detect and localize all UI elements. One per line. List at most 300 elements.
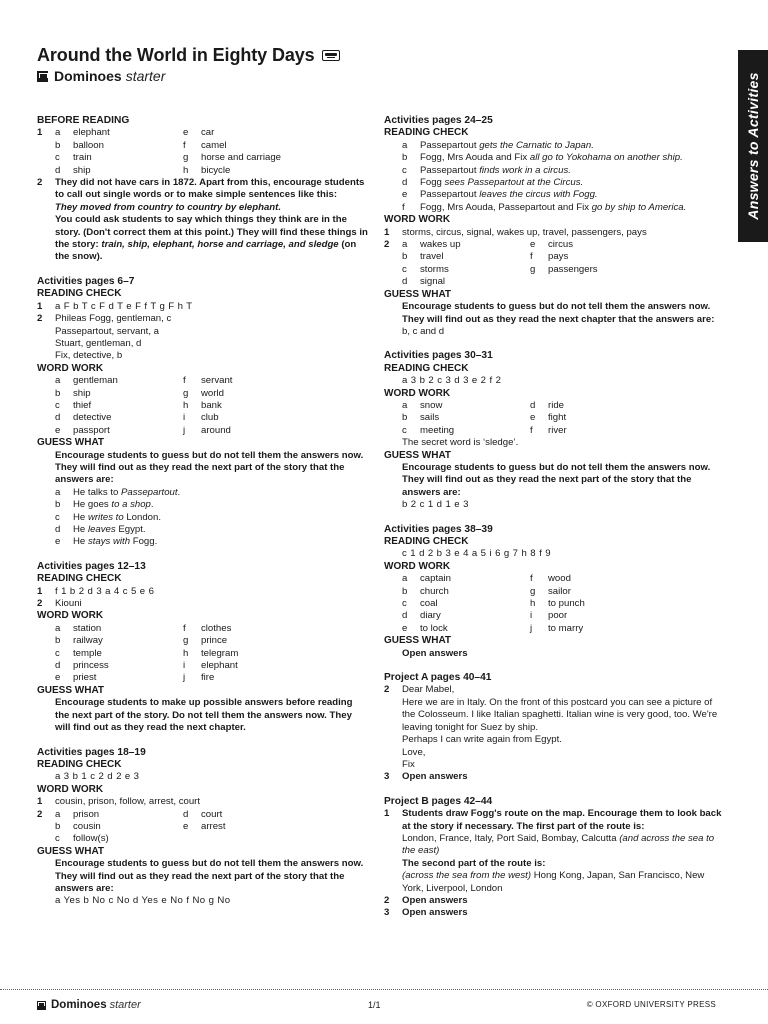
guess-item bbox=[37, 512, 369, 524]
section-heading-project-a: Project A pages 40–41 bbox=[384, 672, 492, 684]
series-line bbox=[37, 67, 737, 85]
route-2-text: Hong Kong, Japan, San Francisco, New York, Liverpool, London bbox=[402, 870, 705, 894]
guess-what-text: Encourage students to guess but do not tell them the answers now. They will find out as they read the next part of the story that the answers are: bbox=[402, 461, 711, 498]
option-letter: d bbox=[55, 660, 61, 672]
option-letter: h bbox=[183, 647, 189, 659]
p6-rc1 bbox=[37, 301, 369, 313]
option-row bbox=[384, 586, 724, 598]
q2-end: (on the snow). bbox=[55, 239, 357, 263]
reading-check-item bbox=[384, 202, 724, 214]
guess-plain: He bbox=[73, 536, 88, 548]
option-word: sailor bbox=[548, 585, 571, 597]
guess-what-heading: GUESS WHAT bbox=[384, 288, 452, 300]
option-word: horse and carriage bbox=[201, 152, 281, 164]
rc-text bbox=[420, 202, 686, 214]
option-word: club bbox=[201, 412, 219, 424]
section-heading-before-reading: BEFORE READING bbox=[37, 115, 130, 126]
cassette-icon bbox=[322, 50, 340, 61]
before-reading-q2 bbox=[37, 177, 369, 264]
option-row bbox=[384, 425, 724, 437]
option-letter: b bbox=[55, 635, 61, 647]
reading-check-item bbox=[384, 152, 724, 164]
rc-italic: finds work in a circus. bbox=[479, 164, 571, 176]
p24-word-work-grid bbox=[402, 239, 724, 289]
reading-check-heading: READING CHECK bbox=[384, 536, 469, 547]
option-letter: a bbox=[55, 375, 61, 387]
option-word: wakes up bbox=[420, 239, 461, 251]
project-a-3 bbox=[384, 771, 724, 783]
q2-more: You could ask students to say which things they think are in the story. (Don't correct them at this point.) They will find these things in the story: bbox=[55, 214, 368, 251]
option-word: to lock bbox=[420, 622, 448, 634]
p24-ww2 bbox=[384, 239, 724, 289]
option-word: diary bbox=[420, 610, 441, 622]
option-letter: a bbox=[402, 573, 408, 585]
option-row bbox=[384, 400, 724, 412]
page-number: 1/1 bbox=[368, 1000, 381, 1010]
option-row bbox=[55, 140, 369, 152]
option-word bbox=[548, 276, 724, 288]
option-letter: f bbox=[183, 139, 186, 151]
p38-word-work-grid bbox=[384, 573, 724, 635]
option-word: camel bbox=[201, 139, 227, 151]
option-letter: d bbox=[402, 177, 408, 189]
section-heading-pages-38-39: Activities pages 38–39 bbox=[384, 523, 493, 535]
route-1-note: (and across the sea to the east) bbox=[402, 832, 715, 857]
option-letter: a bbox=[402, 399, 408, 411]
side-tab bbox=[738, 50, 768, 242]
option-letter: e bbox=[55, 672, 61, 684]
option-word: to marry bbox=[548, 622, 584, 634]
project-b-instructions: Students draw Fogg's route on the map. Encourage them to look back at the story if necessary. The first part of the route is: bbox=[402, 808, 722, 832]
guess-what-answers: b 2 c 1 d 1 e 3 bbox=[402, 499, 469, 511]
question-number: 2 bbox=[37, 313, 43, 325]
option-word: ship bbox=[73, 164, 91, 176]
guess-what-answers: b, c and d bbox=[402, 325, 445, 337]
option-letter: e bbox=[55, 536, 61, 548]
option-word: circus bbox=[548, 239, 574, 251]
question-number: 2 bbox=[384, 684, 390, 696]
option-letter: a bbox=[55, 808, 61, 820]
option-word: wood bbox=[548, 573, 571, 585]
option-row bbox=[37, 672, 369, 684]
answer-codes: c 1 d 2 b 3 e 4 a 5 i 6 g 7 h 8 f 9 bbox=[402, 548, 551, 560]
option-row bbox=[37, 648, 369, 660]
option-word: balloon bbox=[73, 139, 104, 151]
option-letter: e bbox=[183, 127, 189, 139]
option-letter: f bbox=[183, 622, 186, 634]
guess-end: . bbox=[150, 499, 154, 511]
letter-line: Fix bbox=[402, 758, 415, 770]
guess-plain: He bbox=[73, 524, 88, 535]
guess-italic: leaves bbox=[87, 524, 116, 535]
option-row bbox=[402, 264, 724, 276]
option-letter: c bbox=[402, 424, 407, 436]
reading-check-item bbox=[384, 140, 724, 152]
guess-what-text: Encourage students to guess but do not tell them the answers now. They will find out as they read the next chapter that the answers are: bbox=[402, 301, 715, 325]
page-footer bbox=[37, 999, 716, 1011]
guess-what-heading: GUESS WHAT bbox=[37, 684, 105, 696]
option-letter: i bbox=[183, 660, 186, 672]
option-letter: g bbox=[183, 152, 189, 164]
guess-italic: Passepartout bbox=[121, 486, 178, 498]
option-row bbox=[37, 375, 369, 387]
footer-series-level: starter bbox=[109, 999, 141, 1011]
option-word: storms bbox=[420, 263, 449, 275]
option-word: elephant bbox=[201, 660, 238, 672]
option-letter: c bbox=[55, 647, 60, 659]
option-row bbox=[55, 821, 369, 833]
q2-example: They moved from country to country by elephant. bbox=[55, 201, 282, 213]
guess-text bbox=[73, 487, 180, 499]
option-letter bbox=[183, 833, 201, 845]
guess-plain: He bbox=[73, 511, 88, 523]
guess-end: London. bbox=[123, 511, 162, 523]
option-letter: g bbox=[530, 585, 536, 597]
guess-what-text: Open answers bbox=[402, 647, 468, 659]
reading-check-heading: READING CHECK bbox=[384, 362, 469, 374]
guess-item bbox=[37, 536, 369, 548]
option-letter: b bbox=[402, 412, 408, 424]
option-row bbox=[402, 276, 724, 288]
word-work-heading: WORD WORK bbox=[384, 387, 451, 399]
option-word: court bbox=[201, 808, 223, 820]
option-row bbox=[384, 623, 724, 635]
reading-check-item bbox=[384, 177, 724, 189]
guess-text bbox=[73, 536, 157, 548]
rc-text bbox=[420, 152, 683, 164]
question-number: 2 bbox=[384, 894, 390, 906]
guess-what-text: Encourage students to guess but do not tell them the answers now. They will find out as they read the next part of the story that the answers are: bbox=[55, 858, 364, 894]
option-letter: e bbox=[402, 189, 408, 201]
reading-check-heading: READING CHECK bbox=[384, 127, 469, 139]
option-word: telegram bbox=[201, 647, 239, 659]
guess-what-heading: GUESS WHAT bbox=[37, 437, 105, 449]
guess-item bbox=[37, 499, 369, 511]
option-word: prison bbox=[73, 808, 100, 820]
option-row bbox=[384, 573, 724, 585]
option-word: travel bbox=[420, 251, 444, 263]
before-reading-q1 bbox=[37, 127, 369, 177]
option-letter: b bbox=[55, 139, 61, 151]
p12-rc2 bbox=[37, 598, 369, 610]
answer-line: Passepartout, servant, a bbox=[55, 325, 159, 337]
answer-text: Open answers bbox=[402, 894, 468, 906]
guess-end: . bbox=[177, 486, 181, 498]
option-letter: j bbox=[183, 672, 186, 684]
option-letter: c bbox=[402, 598, 407, 610]
option-word: meeting bbox=[420, 424, 455, 436]
rc-plain: Fogg bbox=[420, 177, 445, 189]
question-number: 1 bbox=[384, 808, 390, 820]
option-letter: h bbox=[530, 598, 536, 610]
option-word: prince bbox=[201, 635, 228, 647]
guess-what-heading: GUESS WHAT bbox=[384, 449, 452, 461]
p6-guess-list bbox=[37, 487, 369, 549]
option-row bbox=[55, 165, 369, 177]
guess-end: Fogg. bbox=[130, 536, 158, 548]
option-word: clothes bbox=[201, 622, 232, 634]
option-word: servant bbox=[201, 375, 233, 387]
section-heading-pages-6-7: Activities pages 6–7 bbox=[37, 275, 135, 287]
option-word: captain bbox=[420, 573, 451, 585]
route-2-note: (across the sea from the west) bbox=[402, 870, 532, 882]
option-letter: e bbox=[55, 424, 61, 436]
section-heading-pages-18-19: Activities pages 18–19 bbox=[37, 746, 146, 758]
word-work-heading: WORD WORK bbox=[384, 214, 451, 226]
rc-plain: Fogg, Mrs Aouda and Fix bbox=[420, 152, 530, 164]
guess-italic: to a shop bbox=[111, 499, 151, 511]
secret-word: The secret word is ‘sledge’. bbox=[402, 437, 519, 449]
option-letter: f bbox=[530, 251, 533, 263]
answer-text: storms, circus, signal, wakes up, travel, passengers, pays bbox=[402, 226, 647, 238]
project-b-2 bbox=[384, 895, 724, 907]
guess-text bbox=[73, 524, 146, 536]
word-work-heading: WORD WORK bbox=[37, 783, 104, 795]
option-word: fire bbox=[201, 672, 215, 684]
publisher: © OXFORD UNIVERSITY PRESS bbox=[586, 1000, 716, 1009]
option-letter: c bbox=[402, 164, 407, 176]
option-letter: d bbox=[402, 276, 408, 288]
option-letter: f bbox=[530, 424, 533, 436]
rc-italic: leaves the circus with Fogg. bbox=[479, 189, 598, 201]
option-word: car bbox=[201, 127, 215, 139]
option-letter: i bbox=[183, 412, 186, 424]
p24-ww1 bbox=[384, 227, 724, 239]
project-b-1 bbox=[384, 808, 724, 895]
section-heading-pages-24-25: Activities pages 24–25 bbox=[384, 115, 493, 126]
option-row bbox=[384, 610, 724, 622]
option-word: priest bbox=[73, 672, 97, 684]
rc-italic: sees Passepartout at the Circus. bbox=[444, 177, 584, 189]
reading-check-heading: READING CHECK bbox=[37, 288, 122, 300]
answer-text: cousin, prison, follow, arrest, court bbox=[55, 796, 201, 808]
rc-text bbox=[420, 165, 571, 177]
guess-what-heading: GUESS WHAT bbox=[37, 845, 105, 857]
option-letter: c bbox=[402, 263, 407, 275]
option-word: thief bbox=[73, 399, 92, 411]
option-letter: e bbox=[183, 820, 189, 832]
rc-plain: Passepartout bbox=[420, 139, 480, 151]
rc-italic: all go to Yokohama on another ship. bbox=[529, 152, 683, 164]
dominoes-logo-icon bbox=[37, 1001, 46, 1010]
option-letter: b bbox=[55, 820, 61, 832]
guess-text bbox=[73, 499, 154, 511]
p6-word-work-grid bbox=[37, 375, 369, 437]
section-heading-project-b: Project B pages 42–44 bbox=[384, 795, 493, 807]
option-letter: e bbox=[530, 239, 536, 251]
option-letter: h bbox=[183, 399, 189, 411]
option-word: around bbox=[201, 424, 231, 436]
option-letter: a bbox=[55, 127, 61, 139]
option-row bbox=[55, 809, 369, 821]
option-letter: d bbox=[402, 610, 408, 622]
question-number: 1 bbox=[37, 300, 43, 312]
postcard-letter bbox=[402, 684, 724, 771]
rc-italic: go by ship to America. bbox=[591, 201, 687, 213]
option-word: bicycle bbox=[201, 164, 231, 176]
section-heading-pages-30-31: Activities pages 30–31 bbox=[384, 350, 493, 362]
option-letter: d bbox=[55, 412, 61, 424]
option-letter: a bbox=[402, 139, 408, 151]
option-word: detective bbox=[73, 412, 112, 424]
option-letter: e bbox=[402, 622, 408, 634]
option-letter: d bbox=[55, 164, 61, 176]
option-word: gentleman bbox=[73, 375, 118, 387]
option-letter: a bbox=[55, 486, 61, 498]
rc2-lines bbox=[55, 313, 369, 363]
p12-word-work-grid bbox=[37, 623, 369, 685]
rc-italic: gets the Carnatic to Japan. bbox=[479, 139, 594, 151]
letter-line: Perhaps I can write again from Egypt. bbox=[402, 734, 562, 746]
q2-things: train, ship, elephant, horse and carriage, and sledge bbox=[101, 239, 339, 251]
answer-codes: f 1 b 2 d 3 a 4 c 5 e 6 bbox=[55, 585, 155, 597]
option-word: passport bbox=[73, 424, 110, 436]
guess-what-text: Encourage students to guess but do not tell them the answers now. They will find out as they read the next part of the story that the answers are: bbox=[55, 449, 364, 486]
option-word: station bbox=[73, 622, 102, 634]
route-1-text: London, France, Italy, Port Said, Bombay, Calcutta bbox=[402, 832, 620, 844]
option-word: cousin bbox=[73, 820, 101, 832]
option-word: temple bbox=[73, 647, 102, 659]
option-word: follow(s) bbox=[73, 833, 109, 845]
option-letter: f bbox=[530, 573, 533, 585]
option-word: snow bbox=[420, 399, 443, 411]
p30-word-work-grid bbox=[384, 400, 724, 437]
option-letter: a bbox=[402, 239, 408, 251]
question-number: 3 bbox=[384, 907, 390, 919]
guess-what-text: Encourage students to make up possible answers before reading the next part of the story. Do not tell them the answers now. They will find out as they read the next chapter. bbox=[55, 697, 353, 734]
page-header bbox=[37, 44, 737, 85]
project-a-2 bbox=[384, 684, 724, 771]
q2-text: They did not have cars in 1872. Apart from this, encourage students to call out single words or to make simple sentences like this: bbox=[55, 177, 365, 201]
option-letter: b bbox=[402, 585, 408, 597]
letter-line: Love, bbox=[402, 746, 426, 758]
section-heading-pages-12-13: Activities pages 12–13 bbox=[37, 560, 146, 572]
option-word: sails bbox=[420, 412, 440, 424]
option-letter: c bbox=[55, 833, 60, 845]
p18-ww2 bbox=[37, 809, 369, 846]
p18-ww1 bbox=[37, 796, 369, 808]
question-number: 1 bbox=[37, 796, 43, 808]
rc-text bbox=[420, 177, 583, 189]
p24-reading-check-list bbox=[384, 140, 724, 214]
letter-line: Dear Mabel, bbox=[402, 684, 455, 696]
answer-codes: a F b T c F d T e F f T g F h T bbox=[55, 300, 193, 312]
option-word: arrest bbox=[201, 820, 226, 832]
option-row bbox=[37, 623, 369, 635]
option-row bbox=[384, 598, 724, 610]
rc-text bbox=[420, 189, 598, 201]
option-row bbox=[37, 388, 369, 400]
reading-check-heading: READING CHECK bbox=[37, 573, 122, 585]
letter-line: Here we are in Italy. On the front of this postcard you can see a picture of the Colosseum. I like Italian spaghetti. Italian wine is very good, too. We're leaving tonight for Suez by ship. bbox=[402, 696, 718, 733]
rc-plain: Passepartout bbox=[420, 164, 480, 176]
option-letter: i bbox=[530, 610, 533, 622]
project-b-3 bbox=[384, 907, 724, 919]
guess-plain: He goes bbox=[73, 499, 112, 511]
option-row bbox=[384, 412, 724, 424]
option-letter: f bbox=[183, 375, 186, 387]
option-row bbox=[37, 425, 369, 437]
question-number: 2 bbox=[37, 808, 43, 820]
option-letter: b bbox=[402, 251, 408, 263]
option-row bbox=[37, 412, 369, 424]
option-word: poor bbox=[548, 610, 568, 622]
option-word: ship bbox=[73, 387, 91, 399]
option-word: signal bbox=[420, 276, 446, 288]
answer-text: Open answers bbox=[402, 907, 468, 919]
question-number: 2 bbox=[384, 239, 390, 251]
option-word: to punch bbox=[548, 598, 585, 610]
title-text: Around the World in Eighty Days bbox=[37, 45, 315, 65]
option-letter: b bbox=[402, 152, 408, 164]
option-word: world bbox=[201, 387, 224, 399]
question-number: 1 bbox=[37, 127, 43, 139]
side-tab-label: Answers to Activities bbox=[744, 72, 761, 220]
route-part-2 bbox=[402, 870, 724, 895]
answer-line: Stuart, gentleman, d bbox=[55, 337, 142, 349]
guess-end: Egypt. bbox=[115, 524, 146, 535]
option-word: elephant bbox=[73, 127, 110, 139]
option-letter: h bbox=[183, 164, 189, 176]
option-row bbox=[37, 635, 369, 647]
answer-text: Open answers bbox=[402, 771, 468, 783]
word-work-heading: WORD WORK bbox=[384, 560, 451, 572]
p6-rc2 bbox=[37, 313, 369, 363]
option-row bbox=[402, 239, 724, 251]
right-column bbox=[384, 115, 724, 920]
option-letter: f bbox=[402, 201, 405, 213]
answer-line: Phileas Fogg, gentleman, c bbox=[55, 313, 172, 325]
option-word bbox=[201, 833, 369, 845]
word-work-heading: WORD WORK bbox=[37, 610, 104, 622]
guess-italic: writes to bbox=[87, 511, 124, 523]
series-level: starter bbox=[125, 68, 166, 84]
guess-item bbox=[37, 487, 369, 499]
footer-divider bbox=[0, 989, 768, 990]
question-number: 1 bbox=[384, 226, 390, 238]
rc-plain: Passepartout bbox=[420, 189, 480, 201]
option-word: church bbox=[420, 585, 449, 597]
option-row bbox=[37, 400, 369, 412]
option-word: pays bbox=[548, 251, 569, 263]
option-letter: j bbox=[183, 424, 186, 436]
option-letter: g bbox=[530, 263, 536, 275]
guess-what-answers: a Yes b No c No d Yes e No f No g No bbox=[55, 895, 231, 907]
reading-check-item bbox=[384, 189, 724, 201]
question-number: 1 bbox=[37, 585, 43, 597]
option-letter: g bbox=[183, 387, 189, 399]
option-letter: g bbox=[183, 635, 189, 647]
option-word: railway bbox=[73, 635, 103, 647]
option-letter: c bbox=[55, 152, 60, 164]
word-work-heading: WORD WORK bbox=[37, 362, 104, 374]
option-letter: a bbox=[55, 622, 61, 634]
route-part-1 bbox=[402, 833, 724, 858]
reading-check-heading: READING CHECK bbox=[37, 758, 122, 770]
option-row bbox=[55, 833, 369, 845]
option-word: river bbox=[548, 424, 567, 436]
option-row bbox=[55, 152, 369, 164]
option-word: train bbox=[73, 152, 92, 164]
option-row bbox=[55, 127, 369, 139]
p12-rc1 bbox=[37, 586, 369, 598]
option-word: princess bbox=[73, 660, 109, 672]
answer-codes: a 3 b 2 c 3 d 3 e 2 f 2 bbox=[402, 375, 502, 387]
option-letter: c bbox=[55, 399, 60, 411]
series-name: Dominoes bbox=[54, 68, 122, 84]
option-word: fight bbox=[548, 412, 567, 424]
option-row bbox=[37, 660, 369, 672]
